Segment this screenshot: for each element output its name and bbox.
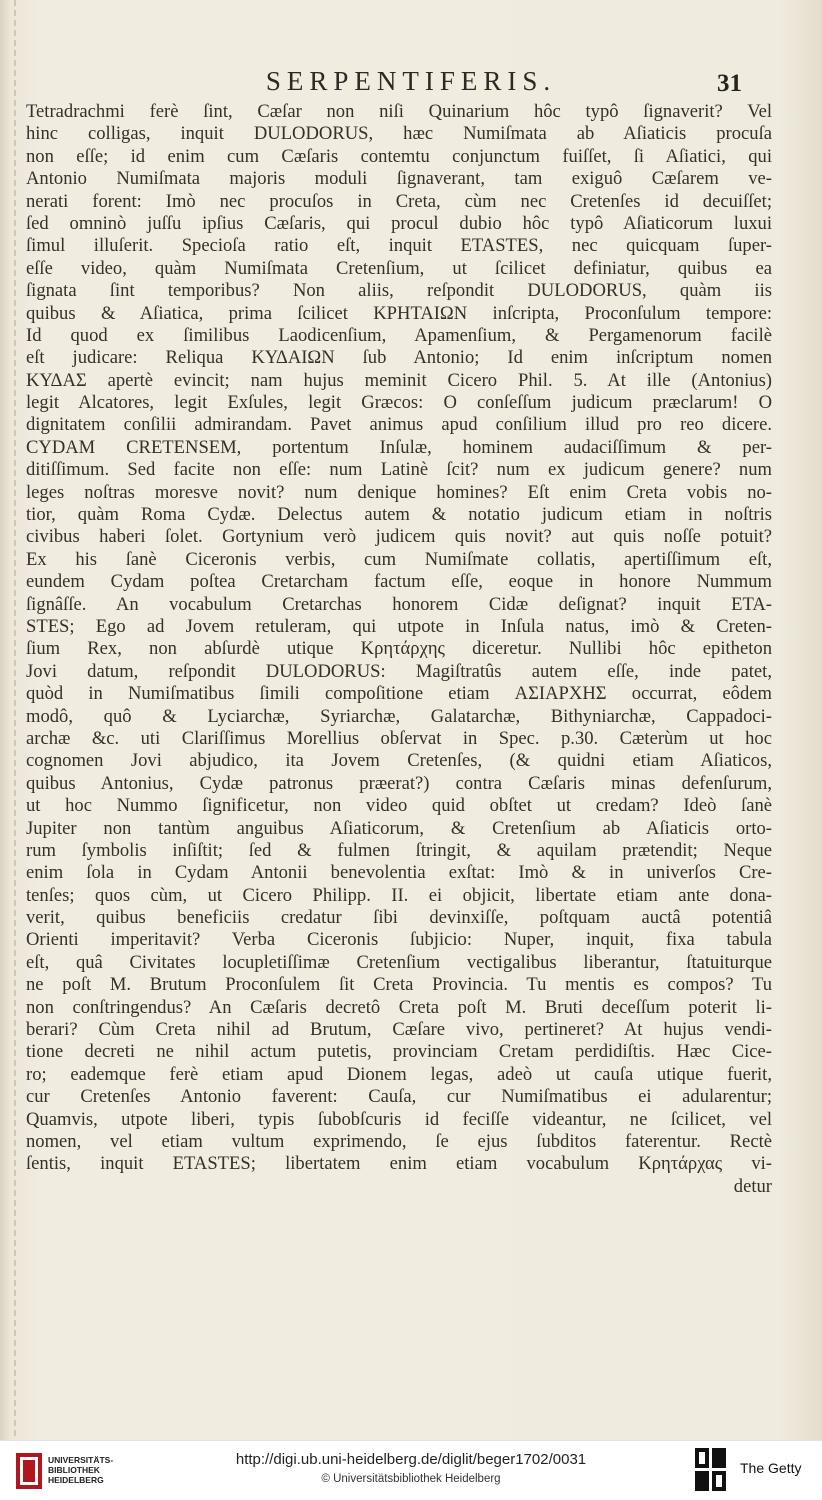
text-line: tione decreti ne nihil actum putetis, provinciam Cretam perdidiſtis. Hæc Cice- [26, 1041, 772, 1063]
running-head: SERPENTIFERIS. [265, 66, 557, 96]
page-number: 31 [717, 70, 742, 97]
copyright-notice: © Universitätsbibliothek Heidelberg [321, 1473, 501, 1485]
text-line: berari? Cùm Creta nihil ad Brutum, Cæſare vivo, pertineret? At hujus vendi- [26, 1019, 772, 1041]
text-line: ſignâſſe. An vocabulum Cretarchas honorem Cidæ deſignat? inquit ETA- [26, 593, 772, 615]
text-line: eſt, quâ Civitates locupletiſſimæ Cretenſium vectigalibus liberantur, ſtatuiturque [26, 951, 772, 973]
text-line: ΚΥΔΑΣ apertè evincit; nam hujus meminit Cicero Phil. 5. At ille (Antonius) [26, 369, 772, 391]
text-line: leges noſtras moresve novit? num denique homines? Eſt enim Creta vobis no- [26, 481, 772, 503]
text-line: enim ſola in Cydam Antonii benevolentia exſtat: Imò & in univerſos Cre- [26, 862, 772, 884]
text-line: ne poſt M. Brutum Proconſulem ſit Creta Provincia. Tu mentis es compos? Tu [26, 974, 772, 996]
binding-gutter [14, 0, 16, 1440]
text-line: verit, quibus beneficiis credatur ſibi devinxiſſe, poſtquam auctâ potentiâ [26, 907, 772, 929]
getty-logo-icon[interactable] [694, 1447, 728, 1493]
text-line: Ex his ſanè Ciceronis verbis, cum Numiſmate collatis, apertiſſimum eſt, [26, 548, 772, 570]
library-name-line2: BIBLIOTHEK [48, 1465, 100, 1475]
text-line: dignitatem conſilii admirandam. Pavet animus apud conſilium illud pro reo dicere. [26, 414, 772, 436]
text-line: nerati forent: Imò nec procuſos in Creta, cùm nec Cretenſes id decuiſſet; [26, 190, 772, 212]
text-line: ſium Rex, non abſurdè utique Κρητάρχης diceretur. Nullibi hôc epitheton [26, 638, 772, 660]
text-line: ſed omninò juſſu ipſius Cæſaris, qui procul dubio hôc typô Aſiaticorum luxui [26, 212, 772, 234]
text-line: Antonio Numiſmata majoris moduli ſignaverant, tam exiguô Cæſarem ve- [26, 168, 772, 190]
text-line: tenſes; quos cùm, ut Cicero Philipp. II. ei objicit, libertate etiam ante dona- [26, 884, 772, 906]
text-line: eſt judicare: Reliqua ΚΥΔΑΙΩΝ ſub Antonio; Id enim inſcriptum nomen [26, 347, 772, 369]
text-line: civibus haberi ſolet. Gortynium verò judicem quis novit? aut quis noſſe potuit? [26, 526, 772, 548]
text-line: eundem Cydam poſtea Cretarcham factum eſſe, eoque in honore Nummum [26, 571, 772, 593]
library-name-line3: HEIDELBERG [48, 1475, 104, 1485]
text-line: rum ſymbolis inſiſtit; ſed & fulmen ſtringit, & aquilam prætendit; Neque [26, 839, 772, 861]
text-line: quòd in Numiſmatibus ſimili compoſitione etiam ΑΣΙΑΡΧΗΣ occurrat, eôdem [26, 683, 772, 705]
text-line: hinc colligas, inquit DULODORUS, hæc Numiſmata ab Aſiaticis procuſa [26, 123, 772, 145]
text-line: Orienti imperitavit? Verba Ciceronis ſubjicio: Nuper, inquit, fixa tabula [26, 929, 772, 951]
text-line: nomen, vel etiam vultum exprimendo, ſe ejus ſubditos faterentur. Rectè [26, 1130, 772, 1152]
body-text [26, 101, 772, 1198]
text-line: legit Alcatores, legit Exſules, legit Græcos: O conſeſſum judicum præclarum! O [26, 392, 772, 414]
text-line: tior, quàm Roma Cydæ. Delectus autem & notatio judicum etiam in noſtris [26, 504, 772, 526]
text-line: STES; Ego ad Jovem retuleram, qui utpote in Inſula natus, imò & Creten- [26, 615, 772, 637]
permalink-url[interactable]: http://digi.ub.uni-heidelberg.de/diglit/beger1702/0031 [235, 1451, 587, 1468]
text-line: ditiſſimum. Sed facite non eſſe: num Latinè ſcit? num ex judicum genere? num [26, 459, 772, 481]
text-line: detur [733, 1175, 772, 1197]
text-line: ſignata ſint temporibus? Non aliis, reſpondit DULODORUS, quàm iis [26, 280, 772, 302]
text-line: ro; eademque ferè etiam apud Dionem legas, adeò ut cauſa utique fuerit, [26, 1063, 772, 1085]
text-line: quibus & Aſiatica, prima ſcilicet ΚΡΗΤΑΙΩΝ inſcripta, Proconſulum tempore: [26, 302, 772, 324]
text-line: non conſtringendus? An Cæſaris decretô Creta poſt M. Bruti deceſſum poterit li- [26, 996, 772, 1018]
text-line: Tetradrachmi ferè ſint, Cæſar non niſi Quinarium hôc typô ſignaverit? Vel [26, 101, 772, 122]
viewer-footer [0, 1440, 822, 1500]
text-line: modô, quô & Lyciarchæ, Syriarchæ, Galatarchæ, Bithyniarchæ, Cappadoci- [26, 705, 772, 727]
getty-label: The Getty [740, 1460, 802, 1476]
text-line: cognomen Jovi abjudico, ita Jovem Cretenſes, (& quidni etiam Aſiaticos, [26, 750, 772, 772]
library-name-line1: UNIVERSITÄTS- [48, 1455, 114, 1465]
text-line: Jovi datum, reſpondit DULODORUS: Magiſtratûs autem eſſe, inde patet, [26, 660, 772, 682]
text-line: Id quod ex ſimilibus Laodicenſium, Apamenſium, & Pergamenorum facilè [26, 324, 772, 346]
text-line: CYDAM CRETENSEM, portentum Inſulæ, hominem audaciſſimum & per- [26, 436, 772, 458]
text-line: ſimul illuſerit. Specioſa ratio eſt, inquit ETASTES, nec quicquam ſuper- [26, 235, 772, 257]
text-line: cur Cretenſes Antonio faverent: Cauſa, cur Numiſmatibus ei adularentur; [26, 1086, 772, 1108]
page-header [0, 62, 822, 102]
text-line: Jupiter non tantùm anguibus Aſiaticorum, & Cretenſium ab Aſiaticis orto- [26, 817, 772, 839]
text-line: quibus Antonius, Cydæ patronus præerat?) contra Cæſaris minas defenſurum, [26, 772, 772, 794]
text-line: ſentis, inquit ETASTES; libertatem enim etiam vocabulum Κρητάρχας vi- [26, 1153, 772, 1175]
text-line: archæ &c. uti Clariſſimus Morellius obſervat in Spec. p.30. Cæterùm ut hoc [26, 727, 772, 749]
text-line: eſſe video, quàm Numiſmata Cretenſium, ut ſcilicet definiatur, quibus ea [26, 257, 772, 279]
text-line: ut hoc Nummo ſignificetur, non video quid obſtet ut credam? Ideò ſanè [26, 795, 772, 817]
text-line: non eſſe; id enim cum Cæſaris contemtu conjunctum fuiſſet, ſi Aſiatici, qui [26, 145, 772, 167]
text-line: Quamvis, utpote liberi, typis ſubobſcuris id feciſſe videantur, ne ſcilicet, vel [26, 1108, 772, 1130]
